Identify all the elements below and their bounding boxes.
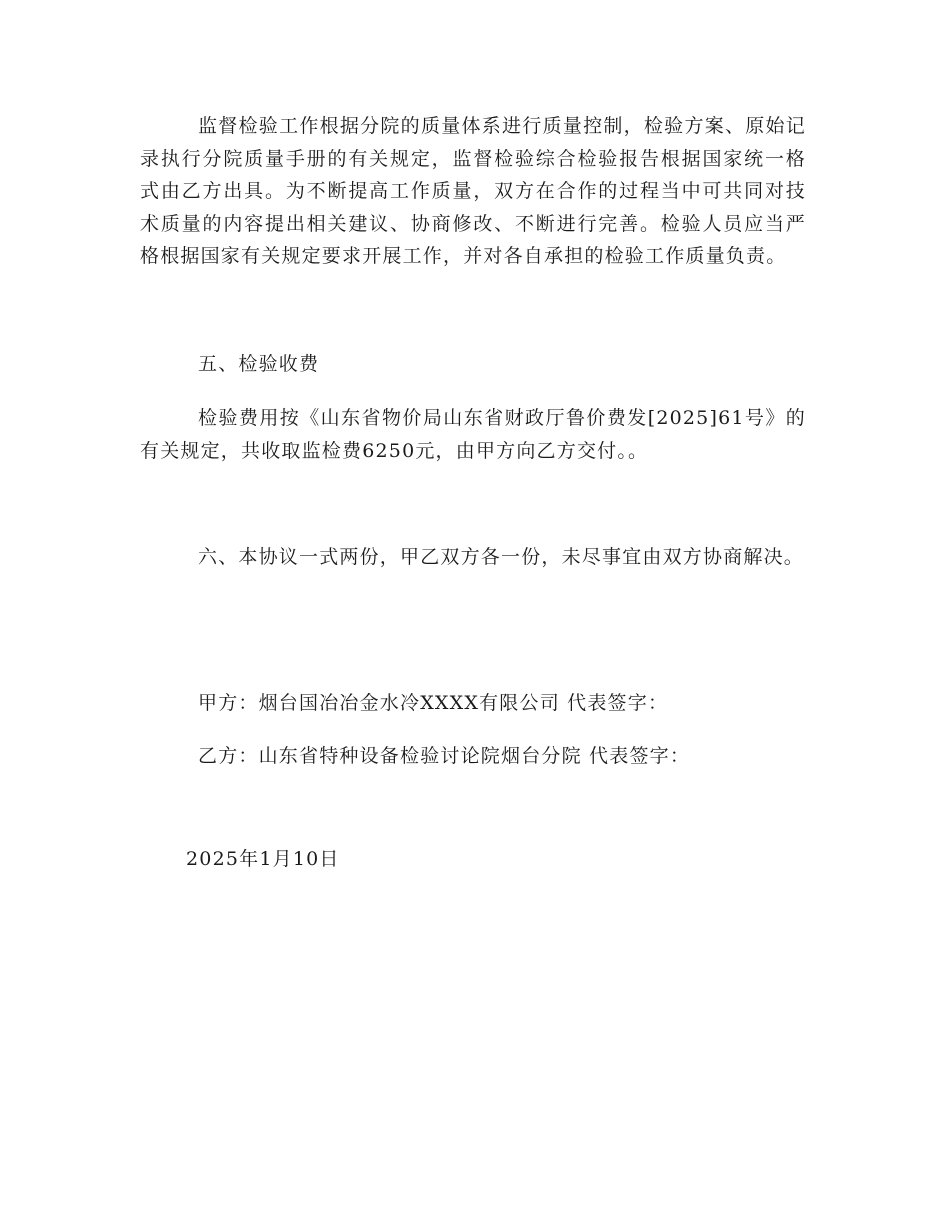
party-b-signature-line: 乙方：山东省特种设备检验讨论院烟台分院 代表签字： <box>198 745 691 767</box>
quality-control-paragraph: 监督检验工作根据分院的质量体系进行质量控制，检验方案、原始记录执行分院质量手册的有关规定，监督检验综合检验报告根据国家统一格式由乙方出具。为不断提高工作质量，双方在合作的过程当中可共同对技术质量的内容提出相关建议、协商修改、不断进行完善。检验人员应当严格根据国家有关规定要求开展工作，并对各自承担的检验工作质量负责。 <box>140 115 806 267</box>
party-a-signature-line: 甲方：烟台国冶冶金水冷XXXX有限公司 代表签字： <box>198 692 669 714</box>
fee-paragraph: 检验费用按《山东省物价局山东省财政厅鲁价费发[2025]61号》的有关规定，共收取监检费6250元，由甲方向乙方交付。。 <box>140 407 806 462</box>
document-date: 2025年1月10日 <box>186 848 340 870</box>
section-6-paragraph: 六、本协议一式两份，甲乙双方各一份，未尽事宜由双方协商解决。 <box>198 546 805 568</box>
section-5-heading: 五、检验收费 <box>198 353 320 375</box>
